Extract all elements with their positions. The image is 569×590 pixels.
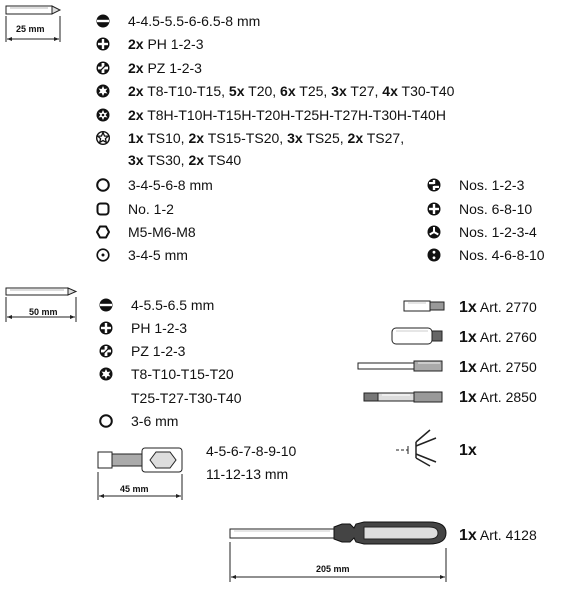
torx-plus-icon [96,131,110,145]
size-list: T25-T27-T30-T40 [131,390,242,406]
quantity: 1x [459,359,477,376]
article-number: Art. 2770 [479,299,537,315]
size-list: 3-4-5-6-8 mm [128,177,213,193]
quantity: 4x [382,83,398,99]
size-list: T25, [299,83,332,99]
accessory-item [459,328,537,347]
quantity: 3x [128,152,144,168]
quantity: 2x [128,107,144,123]
tri-wing-icon [427,202,441,216]
quantity: 2x [347,130,364,146]
size-list: Nos. 4-6-8-10 [459,247,545,263]
size-list: 4-5.5-6.5 mm [131,297,215,313]
spec-line [128,176,213,194]
quantity: 2x [128,36,144,52]
spec-line [131,342,185,360]
bit-holder-short-icon [402,298,446,314]
dimension-50mm: 50 mm [29,307,58,317]
size-list: T8-T10-T15, [147,83,229,99]
quantity: 1x [459,299,477,316]
size-list: TS27, [366,130,405,146]
article-number: Art. 2750 [479,359,537,375]
spec-line [459,223,537,241]
pozidriv-icon [96,61,110,75]
size-list: TS40 [207,152,242,168]
spec-line [128,35,204,53]
quantity: 2x [188,152,205,168]
size-list: Nos. 6-8-10 [459,201,533,217]
quantity: 2x [188,130,205,146]
spanner-icon [427,225,441,239]
size-list: TS25, [306,130,348,146]
slotted-icon [99,298,113,312]
slotted-icon [96,14,110,28]
screwdriver-art: Art. 4128 [479,527,537,543]
size-list: No. 1-2 [128,201,174,217]
size-list: T8H-T10H-T15H-T20H-T25H-T27H-T30H-T40H [147,107,446,123]
extension-icon [356,359,446,373]
article-number: Art. 2760 [479,329,537,345]
accessory-item [459,298,537,317]
screwdriver-icon [224,514,454,586]
spec-line [128,151,241,169]
torx-icon [96,84,110,98]
size-list: TS10, [147,130,189,146]
quantity: 1x [459,442,477,459]
hex-socket-icon [96,225,110,239]
magnetic-holder-icon [362,390,446,404]
spec-line [459,176,524,194]
phillips-icon [96,37,110,51]
size-list: Nos. 1-2-3 [459,177,525,193]
tri-point-icon [427,248,441,262]
spec-line [128,59,202,77]
nut-setter-icon [94,442,188,504]
quantity: 2x [128,60,144,76]
spec-line [128,12,260,30]
size-list: PH 1-2-3 [131,320,188,336]
phillips-icon [99,321,113,335]
size-list: T20, [248,83,281,99]
quantity: 1x [128,130,144,146]
article-number: Art. 2850 [479,389,537,405]
size-list: TS15-TS20, [207,130,288,146]
screwdriver-label [459,526,537,545]
torq-set-icon [427,178,441,192]
accessory-item [459,358,537,377]
spec-line [131,412,178,430]
spec-line [459,200,532,218]
hex-icon [99,414,113,428]
size-list: 4-4.5-5.5-6-6.5-8 mm [128,13,261,29]
hex-tamper-icon [96,248,110,262]
quantity: 1x [459,389,477,406]
dimension-25mm: 25 mm [16,24,45,34]
square-icon [96,202,110,216]
size-list: T30-T40 [401,83,455,99]
size-list: 3-6 mm [131,413,179,429]
torx-icon [99,367,113,381]
spec-line [128,129,404,147]
size-list: PH 1-2-3 [147,36,204,52]
size-list: T8-T10-T15-T20 [131,366,234,382]
quantity: 3x [331,83,347,99]
accessory-item [459,441,477,460]
spec-line [128,200,174,218]
size-list: Nos. 1-2-3-4 [459,224,537,240]
nut-setter-sizes-line1: 4-5-6-7-8-9-10 [206,443,297,459]
quantity: 5x [228,83,245,99]
spec-line [128,82,454,100]
spec-line [128,246,188,264]
quantity: 1x [459,329,477,346]
dimension-205mm: 205 mm [316,564,350,574]
socket-adapter-icon [390,326,446,346]
size-list: M5-M6-M8 [128,224,196,240]
nut-setter-sizes-line2: 11-12-13 mm [206,466,289,482]
bit-holder-clip-icon [394,428,444,468]
dimension-45mm: 45 mm [120,484,149,494]
size-list: PZ 1-2-3 [147,60,202,76]
quantity: 3x [287,130,303,146]
size-list: 3-4-5 mm [128,247,188,263]
spec-line [128,223,196,241]
screwdriver-qty: 1x [459,527,477,544]
spec-line [131,365,234,383]
size-list: PZ 1-2-3 [131,343,186,359]
size-list: T27, [350,83,383,99]
spec-line [459,246,545,264]
size-list: TS30, [147,152,189,168]
accessory-item [459,388,537,407]
pozidriv-icon [99,344,113,358]
torx-tamper-icon [96,108,110,122]
quantity: 6x [280,83,296,99]
spec-line [131,319,187,337]
hex-icon [96,178,110,192]
bit-50mm-icon [4,284,78,324]
spec-line [131,389,241,407]
quantity: 2x [128,83,144,99]
spec-line [128,106,446,124]
spec-line [131,296,214,314]
